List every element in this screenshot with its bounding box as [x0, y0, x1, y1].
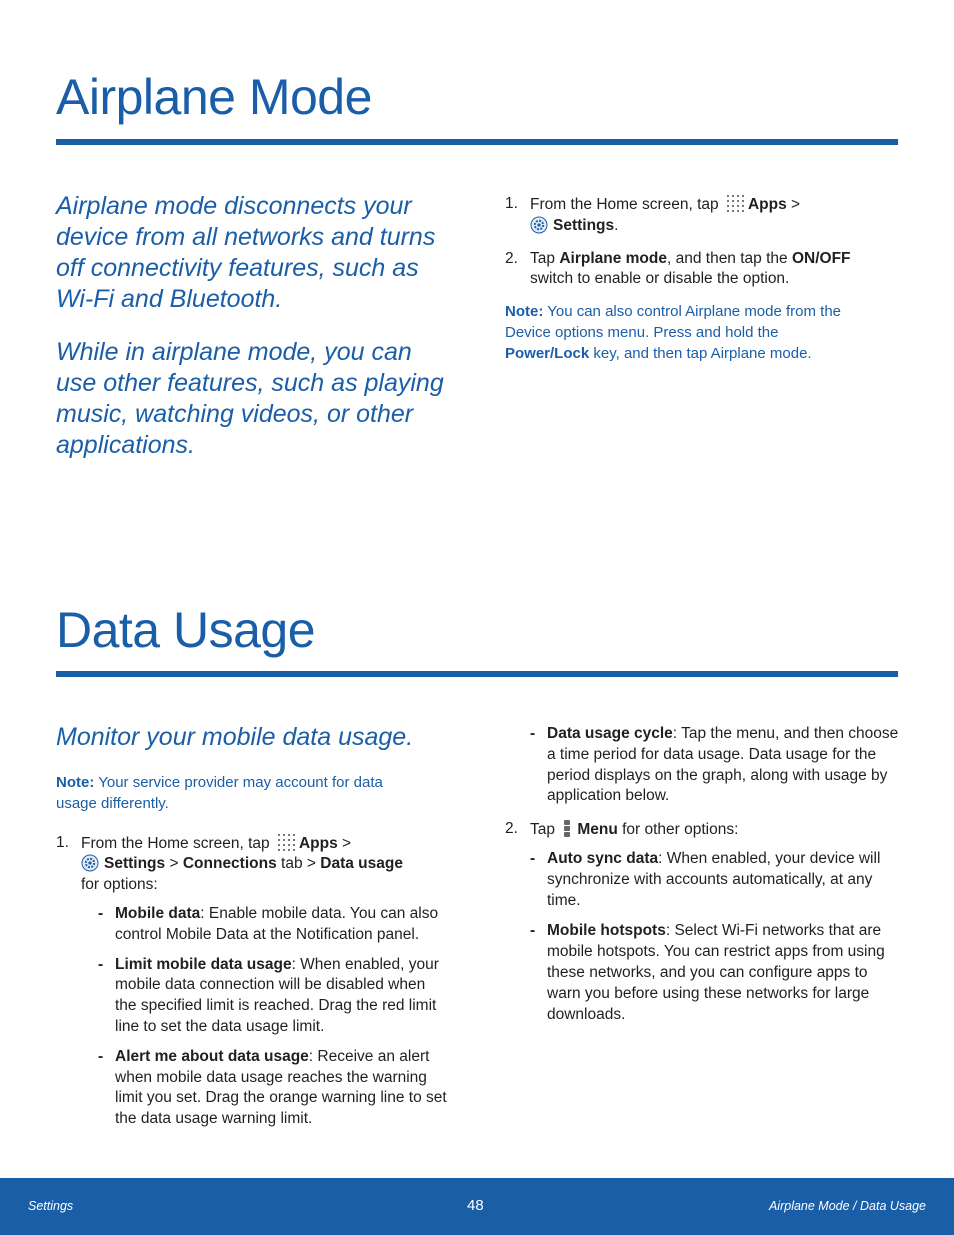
data-usage-right-column — [505, 724, 900, 1034]
airplane-mode-label: Airplane mode — [559, 249, 667, 267]
data-usage-left-bullets — [56, 904, 451, 1130]
connections-label: Connections — [182, 855, 277, 873]
airplane-mode-rule — [56, 139, 898, 145]
data-usage-title: Data Usage — [56, 602, 316, 658]
list-item: - Alert me about data usage: Receive an alert when mobile data usage reaches the warning limit you set. Drag the orange warning line to set the data usage warning limit. — [98, 1047, 447, 1128]
page-footer — [0, 1178, 954, 1235]
data-usage-left-column — [56, 773, 456, 1139]
airplane-intro-paragraph-1: Airplane mode disconnects your device from all networks and turns off connectivity features, such as Wi-Fi and Bluetooth. — [56, 192, 436, 313]
airplane-intro — [56, 191, 456, 483]
apps-grid-icon — [726, 194, 745, 213]
data-usage-rule — [56, 671, 898, 677]
footer-chapter: Airplane Mode / Data Usage — [768, 1199, 926, 1213]
airplane-intro-paragraph-2: While in airplane mode, you can use other features, such as playing music, watching videos, or other applications. — [56, 338, 444, 459]
data-usage-label: Data usage — [320, 855, 403, 873]
data-usage-subtitle: Monitor your mobile data usage. — [56, 723, 414, 751]
settings-gear-icon — [530, 216, 548, 234]
apps-label: Apps — [747, 196, 787, 213]
data-usage-step-1: 1. From the Home screen, tap Apps > Settings > Connections tab > Data usage for options: — [56, 833, 403, 894]
list-item: - Auto sync data: When enabled, your device will synchronize with accounts automatically, at any time. — [530, 849, 881, 909]
settings-label: Settings — [553, 216, 615, 234]
footer-section: Settings — [28, 1199, 74, 1213]
list-item: - Data usage cycle: Tap the menu, and then choose a time period for data usage. Data usage for the period displays on the graph, along with usage by application below. — [530, 725, 899, 805]
apps-label: Apps — [298, 834, 338, 852]
menu-label: Menu — [577, 821, 618, 839]
list-item: - Mobile data: Enable mobile data. You can also control Mobile Data at the Notification panel. — [98, 904, 439, 943]
on-off-label: ON/OFF — [791, 249, 851, 267]
airplane-note: Note: You can also control Airplane mode from the Device options menu. Press and hold the Power/Lock key, and then tap Airplane mode. — [505, 303, 842, 362]
airplane-step-1: 1. From the Home screen, tap Apps > Settings. — [505, 195, 801, 234]
list-item: - Limit mobile data usage: When enabled, your mobile data connection will be disabled when the specified limit is reached. Drag the red limit line to set the data usage limit. — [98, 955, 439, 1035]
apps-grid-icon — [277, 833, 296, 852]
settings-gear-icon — [81, 854, 99, 872]
airplane-steps — [505, 194, 885, 365]
data-usage-step-2: 2. Tap Menu for other options: — [505, 820, 739, 839]
airplane-mode-title: Airplane Mode — [56, 69, 372, 125]
airplane-step-2: 2. Tap Airplane mode, and then tap the ON/OFF switch to enable or disable the option. — [505, 249, 851, 288]
page-number: 48 — [467, 1197, 484, 1214]
menu-dots-icon — [563, 819, 571, 838]
list-item: - Mobile hotspots: Select Wi-Fi networks that are mobile hotspots. You can restrict apps from using these networks, and you can configure apps to warn you before using these networks for large downloads. — [530, 922, 885, 1023]
settings-label: Settings — [104, 855, 166, 873]
data-usage-note: Note: Your service provider may account for data usage differently. — [56, 774, 383, 812]
